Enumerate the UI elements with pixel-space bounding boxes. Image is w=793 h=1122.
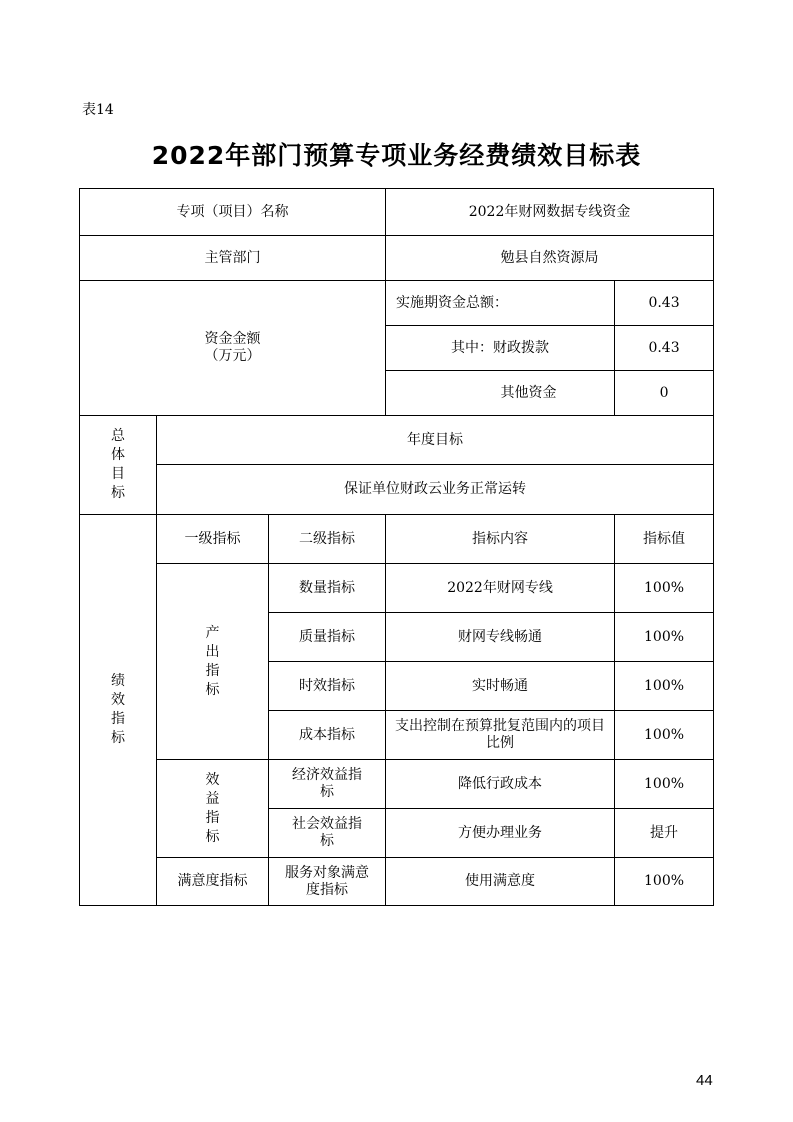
- level2-header: 二级指标: [269, 515, 386, 564]
- funds-fiscal-label: 其中：财政拨款: [386, 326, 615, 371]
- indicator-header-row: [80, 515, 714, 564]
- benefit-indicator-label: [157, 760, 269, 858]
- satisfaction-indicator-label: 满意度指标: [157, 858, 269, 906]
- value-header: 指标值: [615, 515, 714, 564]
- level2-cell: 时效指标: [269, 662, 386, 711]
- content-cell: 实时畅通: [386, 662, 615, 711]
- performance-target-table: [79, 188, 714, 906]
- funds-total-label: 实施期资金总额：: [386, 281, 615, 326]
- content-cell: 方便办理业务: [386, 809, 615, 858]
- funds-total-row: [80, 281, 714, 326]
- department-row: [80, 236, 714, 281]
- performance-label-text: 绩效指标: [111, 673, 125, 746]
- overall-label-text: 总体目标: [111, 428, 125, 501]
- output-indicator-label: [157, 564, 269, 760]
- department-label: 主管部门: [80, 236, 386, 281]
- project-name-label: 专项（项目）名称: [80, 189, 386, 236]
- content-cell: 2022年财网专线: [386, 564, 615, 613]
- table-row: [80, 564, 714, 613]
- content-cell: 支出控制在预算批复范围内的项目比例: [386, 711, 615, 760]
- funds-label: [80, 281, 386, 416]
- overall-header: 年度目标: [157, 416, 714, 465]
- value-cell: 100%: [615, 613, 714, 662]
- level2-cell: 社会效益指标: [269, 809, 386, 858]
- output-indicator-text: 产出指标: [205, 624, 220, 698]
- level2-cell: 数量指标: [269, 564, 386, 613]
- level2-cell: 质量指标: [269, 613, 386, 662]
- content-cell: 降低行政成本: [386, 760, 615, 809]
- project-name-value: 2022年财网数据专线资金: [386, 189, 714, 236]
- value-cell: 100%: [615, 760, 714, 809]
- level2-cell: 成本指标: [269, 711, 386, 760]
- level2-cell: 服务对象满意度指标: [269, 858, 386, 906]
- overall-label: [80, 416, 157, 515]
- level1-header: 一级指标: [157, 515, 269, 564]
- overall-content: 保证单位财政云业务正常运转: [157, 465, 714, 515]
- performance-label: [80, 515, 157, 906]
- value-cell: 100%: [615, 564, 714, 613]
- benefit-indicator-text: 效益指标: [205, 771, 220, 845]
- page-title: 2022年部门预算专项业务经费绩效目标表: [151, 141, 642, 170]
- table-row: [80, 760, 714, 809]
- value-cell: 提升: [615, 809, 714, 858]
- funds-other-label: 其他资金: [386, 371, 615, 416]
- table-label: 表14: [82, 102, 114, 118]
- table-row: [80, 858, 714, 906]
- content-cell: 使用满意度: [386, 858, 615, 906]
- value-cell: 100%: [615, 858, 714, 906]
- department-value: 勉县自然资源局: [386, 236, 714, 281]
- value-cell: 100%: [615, 711, 714, 760]
- funds-total-value: 0.43: [615, 281, 714, 326]
- level2-cell: 经济效益指标: [269, 760, 386, 809]
- page-number: 44: [696, 1072, 713, 1089]
- funds-fiscal-value: 0.43: [615, 326, 714, 371]
- funds-label-line2: （万元）: [204, 348, 261, 364]
- overall-content-row: [80, 465, 714, 515]
- funds-other-value: 0: [615, 371, 714, 416]
- funds-label-line1: 资金金额: [204, 331, 261, 347]
- overall-header-row: [80, 416, 714, 465]
- value-cell: 100%: [615, 662, 714, 711]
- content-cell: 财网专线畅通: [386, 613, 615, 662]
- project-name-row: [80, 189, 714, 236]
- content-header: 指标内容: [386, 515, 615, 564]
